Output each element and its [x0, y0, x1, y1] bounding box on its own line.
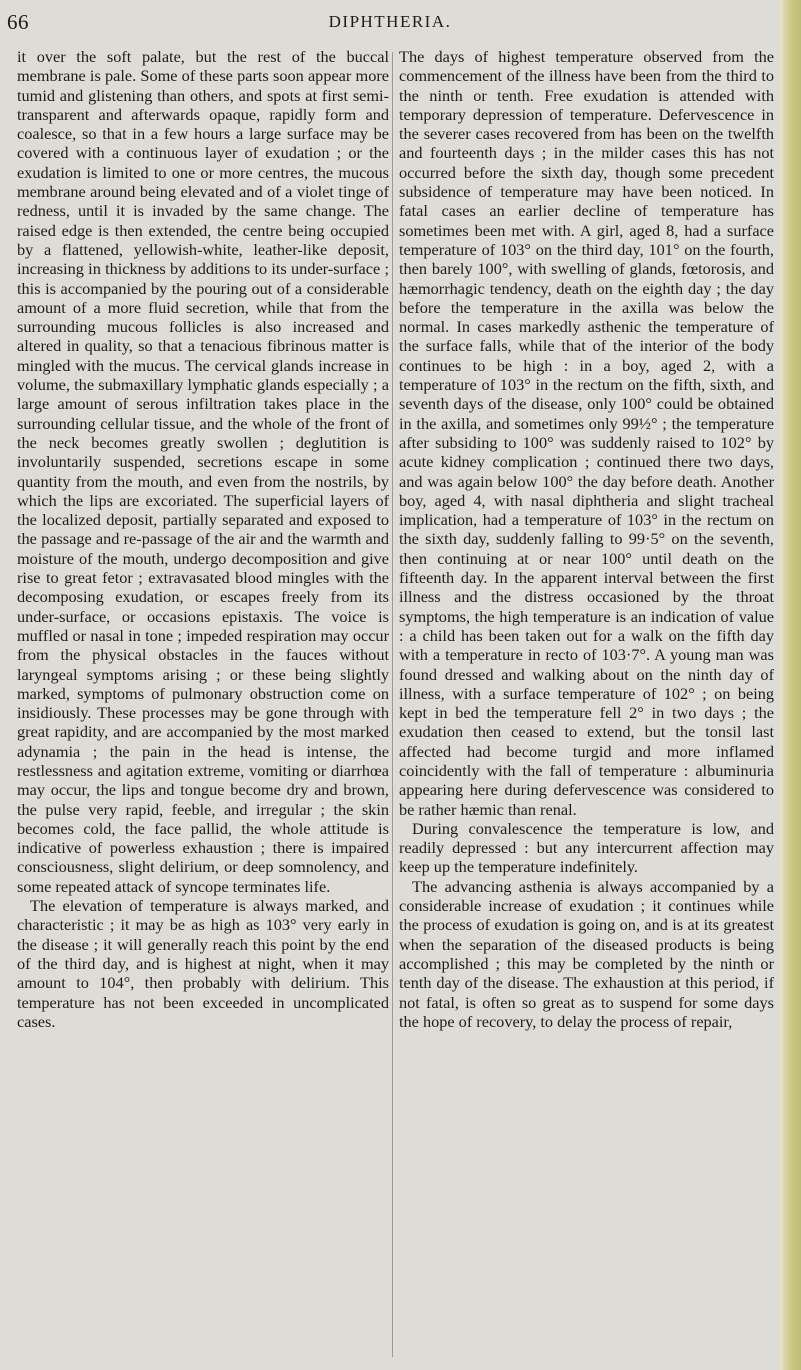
- paragraph: The days of highest temperature observed from the commencement of the illness have been from the third to the ninth or tenth. Free exudation is attended with temporary depression of temperature. Defervescence in the severer cases recovered from has been on the twelfth and fourteenth days ; in the milder cases this has not occurred before the sixth day, though some precedent subsidence of temperature may have been noticed. In fatal cases an earlier decline of temperature has sometimes been met with. A girl, aged 8, had a surface temperature of 103° on the third day, 101° on the fourth, then barely 100°, with swelling of glands, fœtorosis, and hæmorrhagic tendency, death on the eighth day ; the day before the temperature in the axilla was below the normal. In cases markedly asthenic the temperature of the surface falls, while that of the interior of the body continues to be high : in a boy, aged 2, with a temperature of 103° in the rectum on the fifth, sixth, and seventh days of the disease, only 100° could be obtained in the axilla, and sometimes only 99½° ; the temperature after subsiding to 100° was suddenly raised to 102° by acute kidney complication ; continued there two days, and was again below 100° the day before death. Another boy, aged 4, with nasal diphtheria and slight tracheal implication, had a temperature of 103° in the rectum on the sixth day, suddenly falling to 99·5° on the seventh, then continuing at or near 100° until death on the fifteenth day. In the apparent interval between the first illness and the distress occasioned by the throat symptoms, the high temperature is an indication of value : a child has been taken out for a walk on the fifth day with a temperature in recto of 103·7°. A young man was found dressed and walking about on the ninth day of illness, with a surface temperature of 102° ; on being kept in bed the temperature fell 2° in two days ; the exudation then ceased to extend, but the tonsil last affected had become turgid and more inflamed coincidently with the fall of temperature : albuminuria appearing here during defervescence was considered to be rather hæmic than renal.: [399, 47, 774, 819]
- page-edge: [780, 0, 801, 1370]
- right-column: [399, 47, 774, 1031]
- running-head: DIPHTHERIA.: [328, 12, 452, 31]
- left-column: [17, 47, 389, 1031]
- page-header: [0, 8, 780, 38]
- paragraph: The elevation of temperature is always marked, and characteristic ; it may be as high as 103° very early in the disease ; it will generally reach this point by the end of the third day, and is highest at night, when it may amount to 104°, then probably with delirium. This temperature has not been exceeded in uncomplicated cases.: [17, 896, 389, 1031]
- paragraph: The advancing asthenia is always accompanied by a considerable increase of exudation ; it continues while the process of exudation is going on, and is at its greatest when the separation of the diseased products is being accomplished ; this may be completed by the ninth or tenth day of the disease. The exhaustion at this period, if not fatal, is often so great as to suspend for some days the hope of recovery, to delay the process of repair,: [399, 876, 774, 1031]
- paragraph: During convalescence the temperature is low, and readily depressed : but any intercurrent affection may keep up the temperature indefinitely.: [399, 818, 774, 877]
- paragraph: it over the soft palate, but the rest of the buccal membrane is pale. Some of these parts soon appear more tumid and glistening than others, and spots at first semi-transparent and afterwards opaque, rapidly form and coalesce, so that in a few hours a large surface may be covered with a continuous layer of exudation ; or the exudation is limited to one or more centres, the mucous membrane around being elevated and of a violet tinge of redness, until it is invaded by the same change. The raised edge is then extended, the centre being occupied by a flattened, yellowish-white, leather-like deposit, increasing in thickness by additions to its under-surface ; this is accompanied by the pouring out of a considerable amount of a more fluid secretion, while that from the surrounding mucous follicles is also increased and altered in quality, so that a tenacious fibrinous matter is mingled with the mucus. The cervical glands increase in volume, the submaxillary lymphatic glands especially ; a large amount of serous infiltration takes place in the surrounding cellular tissue, and the whole of the front of the neck becomes greatly swollen ; deglutition is involuntarily suspended, secretions escape in some quantity from the mouth, and even from the nostrils, by which the lips are excoriated. The superficial layers of the localized deposit, partially separated and exposed to the passage and re-passage of the air and the warmth and moisture of the mouth, undergo decomposition and give rise to great fetor ; extravasated blood mingles with the decomposing exudation, or escapes freely from its under-surface, or occasions epistaxis. The voice is muffled or nasal in tone ; impeded respiration may occur from the physical obstacles in the fauces without laryngeal symptoms arising ; or these being slightly marked, symptoms of pulmonary obstruction come on insidiously. These processes may be gone through with great rapidity, and are accompanied by the most marked adynamia ; the pain in the head is intense, the restlessness and agitation extreme, vomiting or diarrhœa may occur, the lips and tongue become dry and brown, the pulse very rapid, feeble, and irregular ; the skin becomes cold, the face pallid, the whole attitude is indicative of powerless exhaustion ; there is impaired consciousness, slight delirium, or deep somnolency, and some repeated attack of syncope terminates life.: [17, 47, 389, 896]
- page-number: 66: [7, 10, 29, 34]
- column-divider: [392, 52, 393, 1357]
